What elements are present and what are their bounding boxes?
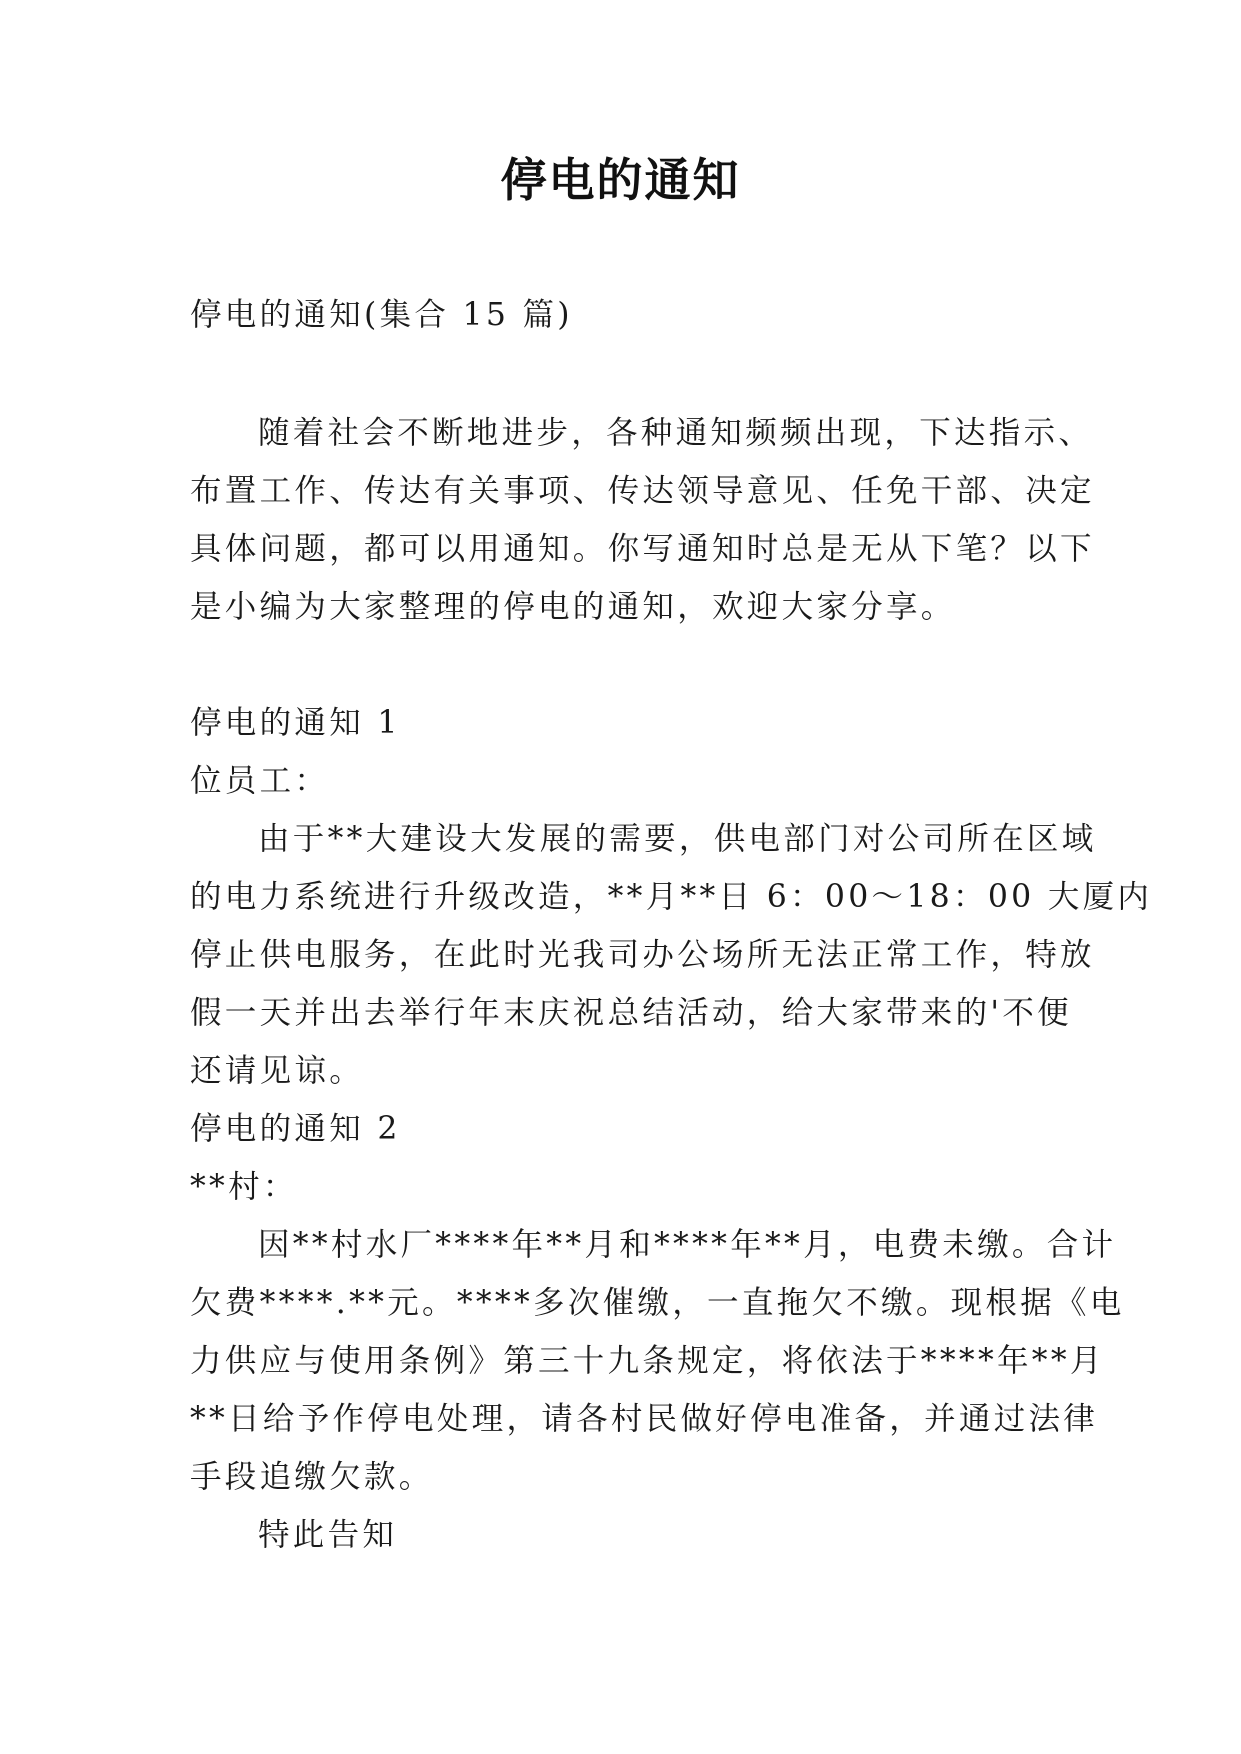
notice-2-section [190,1100,1125,1564]
notice-1-line: 停止供电服务，在此时光我司办公场所无法正常工作，特放 [190,937,1095,973]
notice-2-heading: 停电的通知 2 [190,1111,401,1147]
notice-2-line: 因**村水厂****年**月和****年**月，电费未缴。合计 [258,1227,1117,1263]
notice-1-line: 由于**大建设大发展的需要，供电部门对公司所在区域 [258,821,1097,857]
intro-line: 具体问题，都可以用通知。你写通知时总是无从下笔？以下 [190,531,1095,567]
notice-1-salutation: 位员工： [190,763,330,799]
notice-1-heading: 停电的通知 1 [190,705,401,741]
notice-2-line: 手段追缴欠款。 [190,1459,434,1495]
notice-1-section [190,694,1153,1100]
notice-2-line: 欠费****.**元。****多次催缴，一直拖欠不缴。现根据《电 [190,1285,1125,1321]
notice-1-line: 还请见谅。 [190,1053,365,1089]
document-body [190,286,1153,1564]
notice-2-salutation: **村： [190,1169,298,1205]
document-subtitle: 停电的通知(集合 15 篇) [190,297,573,333]
notice-1-line: 的电力系统进行升级改造，**月**日 6：00～18：00 大厦内 [190,879,1153,915]
intro-line: 随着社会不断地进步，各种通知频频出现，下达指示、 [258,415,1094,451]
intro-paragraph [190,404,1095,636]
intro-line: 布置工作、传达有关事项、传达领导意见、任免干部、决定 [190,473,1095,509]
notice-2-line: **日给予作停电处理，请各村民做好停电准备，并通过法律 [190,1401,1099,1437]
notice-1-line: 假一天并出去举行年末庆祝总结活动，给大家带来的'不便 [190,995,1072,1031]
notice-2-closing: 特此告知 [258,1517,398,1553]
document-title: 停电的通知 [500,153,741,207]
intro-line: 是小编为大家整理的停电的通知，欢迎大家分享。 [190,589,956,625]
notice-2-line: 力供应与使用条例》第三十九条规定，将依法于****年**月 [190,1343,1105,1379]
